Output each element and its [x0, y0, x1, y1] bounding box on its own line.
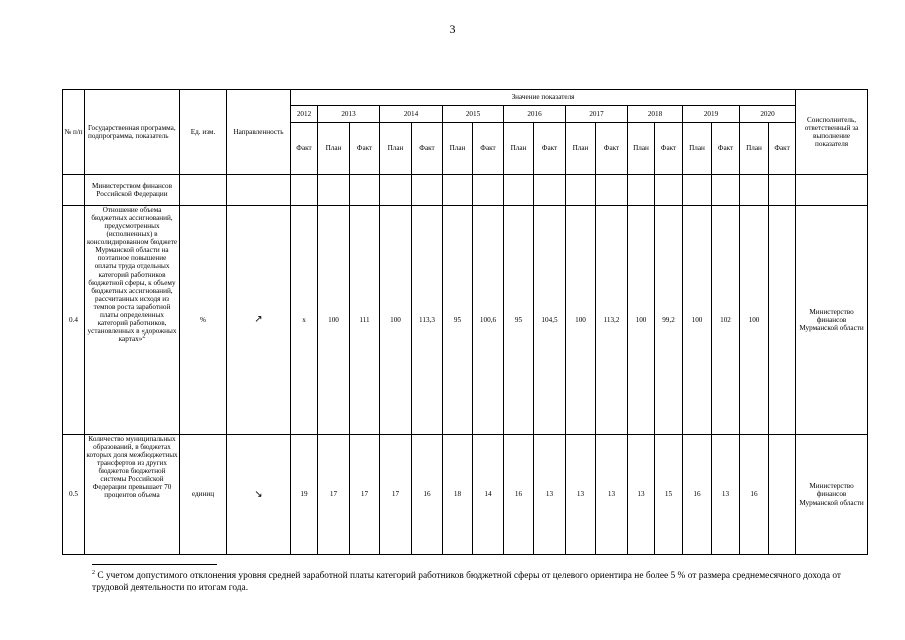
- row-value: 13: [534, 435, 566, 555]
- header-sub: Факт: [534, 123, 566, 175]
- header-coexecutor: Соисполнитель, ответственный за выполнение показателя: [796, 90, 868, 175]
- direction-down-icon: ↘: [227, 435, 291, 555]
- table-row: [63, 175, 868, 206]
- header-sub: План: [443, 123, 473, 175]
- row-num: 0.5: [63, 435, 85, 555]
- row-value: 15: [655, 435, 683, 555]
- row-value: 16: [740, 435, 769, 555]
- row-coexecutor: Министерство финансов Мурманской области: [796, 206, 868, 435]
- row-value: 13: [596, 435, 628, 555]
- row-value: 17: [318, 435, 350, 555]
- header-sub: План: [628, 123, 655, 175]
- footnote: [92, 570, 852, 595]
- header-values-group: Значение показателя: [291, 90, 796, 106]
- row-name-text: Количество муниципальных образований, в бюджетах которых доля межбюджетных трансфертов из других бюджетов бюджетной системы Российской Федерации превышает 70 процентов объема: [86, 435, 178, 500]
- header-year: 2013: [318, 106, 380, 123]
- row-value: 102: [712, 206, 740, 435]
- row-coexecutor: Министерство финансов Мурманской области: [796, 435, 868, 555]
- header-sub: Факт: [291, 123, 318, 175]
- row-value: 111: [350, 206, 380, 435]
- row-unit: единиц: [180, 435, 227, 555]
- header-year: 2018: [628, 106, 683, 123]
- row-value: х: [291, 206, 318, 435]
- row-value: 17: [380, 435, 412, 555]
- row-name: [85, 206, 180, 435]
- header-sub: Факт: [596, 123, 628, 175]
- header-sub: Факт: [473, 123, 504, 175]
- row-value: 13: [628, 435, 655, 555]
- header-num: № п/п: [63, 90, 85, 175]
- row-num: 0.4: [63, 206, 85, 435]
- row-value: 95: [443, 206, 473, 435]
- footnote-mark: 2: [142, 333, 146, 340]
- header-unit: Ед. изм.: [180, 90, 227, 175]
- row-value: 113,3: [412, 206, 443, 435]
- header-year: 2020: [740, 106, 796, 123]
- page-number: 3: [449, 22, 456, 36]
- row-value: 19: [291, 435, 318, 555]
- direction-up-icon: ↗: [227, 206, 291, 435]
- row-value: 100: [566, 206, 596, 435]
- row-value: 100,6: [473, 206, 504, 435]
- row-value: 17: [350, 435, 380, 555]
- header-sub: Факт: [350, 123, 380, 175]
- row-value: 16: [683, 435, 712, 555]
- row-unit: %: [180, 206, 227, 435]
- header-sub: Факт: [655, 123, 683, 175]
- row-value: 14: [473, 435, 504, 555]
- header-sub: План: [683, 123, 712, 175]
- row-value: 100: [318, 206, 350, 435]
- header-year: 2019: [683, 106, 740, 123]
- header-year: 2014: [380, 106, 443, 123]
- row-value: 13: [712, 435, 740, 555]
- header-name: Государственная программа, подпрограмма, показатель: [85, 90, 180, 175]
- row-value: 99,2: [655, 206, 683, 435]
- header-year: 2017: [566, 106, 628, 123]
- row-value: 100: [740, 206, 769, 435]
- row-value: 18: [443, 435, 473, 555]
- header-sub: Факт: [769, 123, 796, 175]
- header-sub: Факт: [712, 123, 740, 175]
- header-year: 2015: [443, 106, 504, 123]
- row-value: 104,5: [534, 206, 566, 435]
- row-value: 100: [683, 206, 712, 435]
- row-value: 100: [628, 206, 655, 435]
- row-value: 95: [504, 206, 534, 435]
- row-value: 113,2: [596, 206, 628, 435]
- header-sub: План: [318, 123, 350, 175]
- row-value: 13: [566, 435, 596, 555]
- row-value: 100: [380, 206, 412, 435]
- header-sub: Факт: [412, 123, 443, 175]
- footnote-text: С учетом допустимого отклонения уровня средней заработной платы категорий работников бюджетной сферы от целевого ориентира не более 5 % от размера среднемесячного дохода от трудовой деятельности по итогам года.: [92, 571, 842, 594]
- header-direction: Направленность: [227, 90, 291, 175]
- header-year: 2016: [504, 106, 566, 123]
- table-row: [63, 206, 868, 435]
- header-sub: План: [566, 123, 596, 175]
- row-value: [769, 435, 796, 555]
- header-year: 2012: [291, 106, 318, 123]
- row-value: [769, 206, 796, 435]
- header-sub: План: [504, 123, 534, 175]
- row-name-text: Отношение объема бюджетных ассигнований, предусмотренных (исполненных) в консолидированном бюджете Мурманской области на поэтапное повышение оплаты труда отдельных категорий работников бюджетной сферы, к объему бюджетных ассигнований, рассчитанных исходя из темпов роста заработной платы определенных категорий работников, установленных в «дорожных картах»: [86, 206, 178, 343]
- header-sub: План: [380, 123, 412, 175]
- indicators-table: [62, 89, 868, 555]
- row-value: 16: [412, 435, 443, 555]
- footnote-divider: [92, 564, 217, 565]
- table-row: [63, 435, 868, 555]
- row-value: 16: [504, 435, 534, 555]
- row-name: [85, 435, 180, 555]
- footnote-number: 2: [92, 569, 95, 576]
- header-sub: План: [740, 123, 769, 175]
- continuation-text: Министерством финансов Российской Федерации: [85, 175, 180, 206]
